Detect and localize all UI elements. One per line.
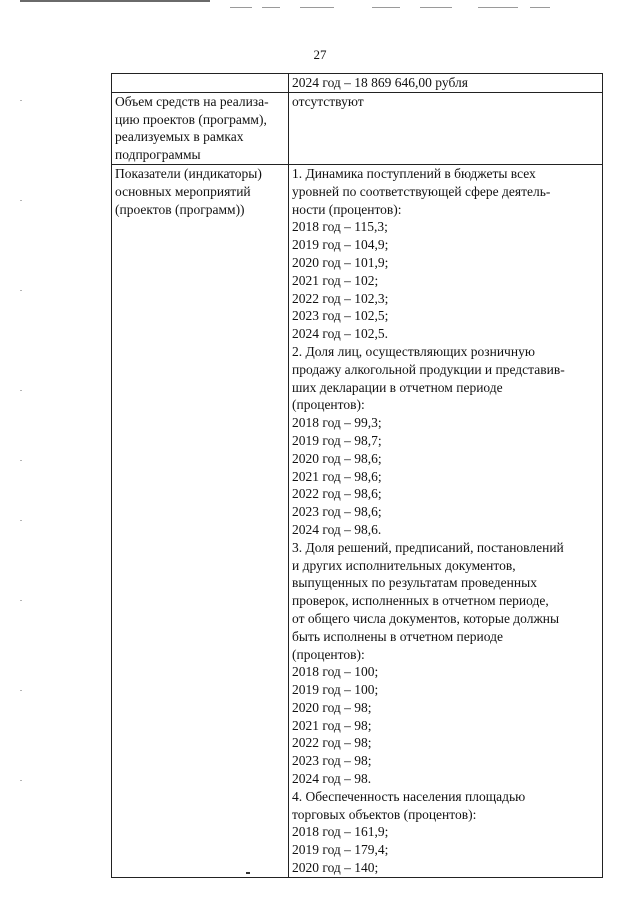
- table-row: [112, 164, 603, 877]
- scan-artifact-top-line: [20, 0, 210, 2]
- indicator-line: 2021 год – 102;: [292, 272, 379, 288]
- scan-artifact-dash: [420, 7, 452, 8]
- indicator-line: 2020 год – 98,6;: [292, 450, 382, 466]
- funding-label-line: подпрограммы: [115, 147, 201, 163]
- indicator-line: 2023 год – 98,6;: [292, 504, 382, 520]
- indicator-line: 2018 год – 161,9;: [292, 824, 389, 840]
- indicator-line: 2024 год – 98.: [292, 771, 372, 787]
- indicator-line: 4. Обеспеченность населения площадью: [292, 788, 526, 804]
- indicator-line: быть исполнены в отчетном периоде: [292, 628, 503, 644]
- indicator-line: (процентов):: [292, 646, 365, 662]
- row1-value-line: 2024 год – 18 869 646,00 рубля: [292, 75, 468, 90]
- funding-label-cell: [112, 92, 289, 164]
- indicator-line: торговых объектов (процентов):: [292, 806, 477, 822]
- indicator-line: 2019 год – 98,7;: [292, 432, 382, 448]
- indicator-line: 2020 год – 98;: [292, 699, 372, 715]
- funding-value-cell: [289, 92, 603, 164]
- indicator-line: 2019 год – 104,9;: [292, 237, 389, 253]
- indicator-line: 2. Доля лиц, осуществляющих розничную: [292, 343, 535, 359]
- funding-value-line: отсутствуют: [292, 93, 364, 109]
- page-number: 27: [313, 47, 327, 62]
- indicator-line: 2022 год – 98,6;: [292, 486, 382, 502]
- funding-label-line: Объем средств на реализа-: [115, 93, 269, 109]
- margin-speck: [20, 390, 22, 391]
- indicator-line: 2024 год – 98,6.: [292, 521, 382, 537]
- indicator-line: 2021 год – 98,6;: [292, 468, 382, 484]
- indicator-line: 2021 год – 98;: [292, 717, 372, 733]
- indicator-line: 2020 год – 101,9;: [292, 254, 389, 270]
- margin-speck: [20, 690, 22, 691]
- margin-speck: [20, 780, 22, 781]
- scan-artifact-dash: [300, 7, 334, 8]
- table-row: [112, 74, 603, 93]
- indicators-label-line: Показатели (индикаторы): [115, 165, 262, 181]
- indicator-line: 2019 год – 179,4;: [292, 842, 389, 858]
- indicator-line: ших декларации в отчетном периоде: [292, 379, 503, 395]
- scan-speck: [246, 872, 250, 874]
- margin-speck: [20, 100, 22, 101]
- indicator-line: и других исполнительных документов,: [292, 557, 516, 573]
- program-passport-table: [111, 73, 603, 878]
- indicator-line: 1. Динамика поступлений в бюджеты всех: [292, 165, 536, 181]
- scan-artifact-dash: [478, 7, 518, 8]
- indicator-line: 2023 год – 102,5;: [292, 308, 389, 324]
- funding-label-line: цию проектов (программ),: [115, 111, 267, 127]
- indicator-line: продажу алкогольной продукции и представив-: [292, 361, 565, 377]
- funding-label-line: реализуемых в рамках: [115, 129, 244, 145]
- indicator-line: ности (процентов):: [292, 201, 402, 217]
- indicators-label-line: (проектов (программ)): [115, 201, 245, 217]
- indicators-label-cell: [112, 164, 289, 877]
- margin-speck: [20, 200, 22, 201]
- indicator-line: (процентов):: [292, 397, 365, 413]
- indicator-line: 2020 год – 140;: [292, 860, 379, 876]
- scan-artifact-dash: [262, 7, 280, 8]
- indicator-line: 3. Доля решений, предписаний, постановлений: [292, 539, 564, 555]
- row1-value-cell: [289, 74, 603, 93]
- indicator-line: 2022 год – 102,3;: [292, 290, 389, 306]
- indicator-line: 2019 год – 100;: [292, 682, 379, 698]
- scan-artifact-dash: [530, 7, 550, 8]
- row1-label-cell: [112, 74, 289, 93]
- indicator-line: 2023 год – 98;: [292, 753, 372, 769]
- indicators-value-cell: [289, 164, 603, 877]
- indicator-line: 2018 год – 100;: [292, 664, 379, 680]
- margin-speck: [20, 290, 22, 291]
- indicator-line: 2022 год – 98;: [292, 735, 372, 751]
- margin-speck: [20, 600, 22, 601]
- indicator-line: выпущенных по результатам проведенных: [292, 575, 537, 591]
- scan-artifact-dash: [230, 7, 252, 8]
- indicator-line: проверок, исполненных в отчетном периоде,: [292, 593, 549, 609]
- table-row: [112, 92, 603, 164]
- scan-artifact-dash: [372, 7, 400, 8]
- indicator-line: от общего числа документов, которые должны: [292, 610, 560, 626]
- indicators-label-line: основных мероприятий: [115, 183, 251, 199]
- indicator-line: 2018 год – 115,3;: [292, 219, 388, 235]
- indicator-line: уровней по соответствующей сфере деятель-: [292, 183, 551, 199]
- margin-speck: [20, 460, 22, 461]
- indicator-line: 2024 год – 102,5.: [292, 326, 389, 342]
- margin-speck: [20, 520, 22, 521]
- indicator-line: 2018 год – 99,3;: [292, 415, 382, 431]
